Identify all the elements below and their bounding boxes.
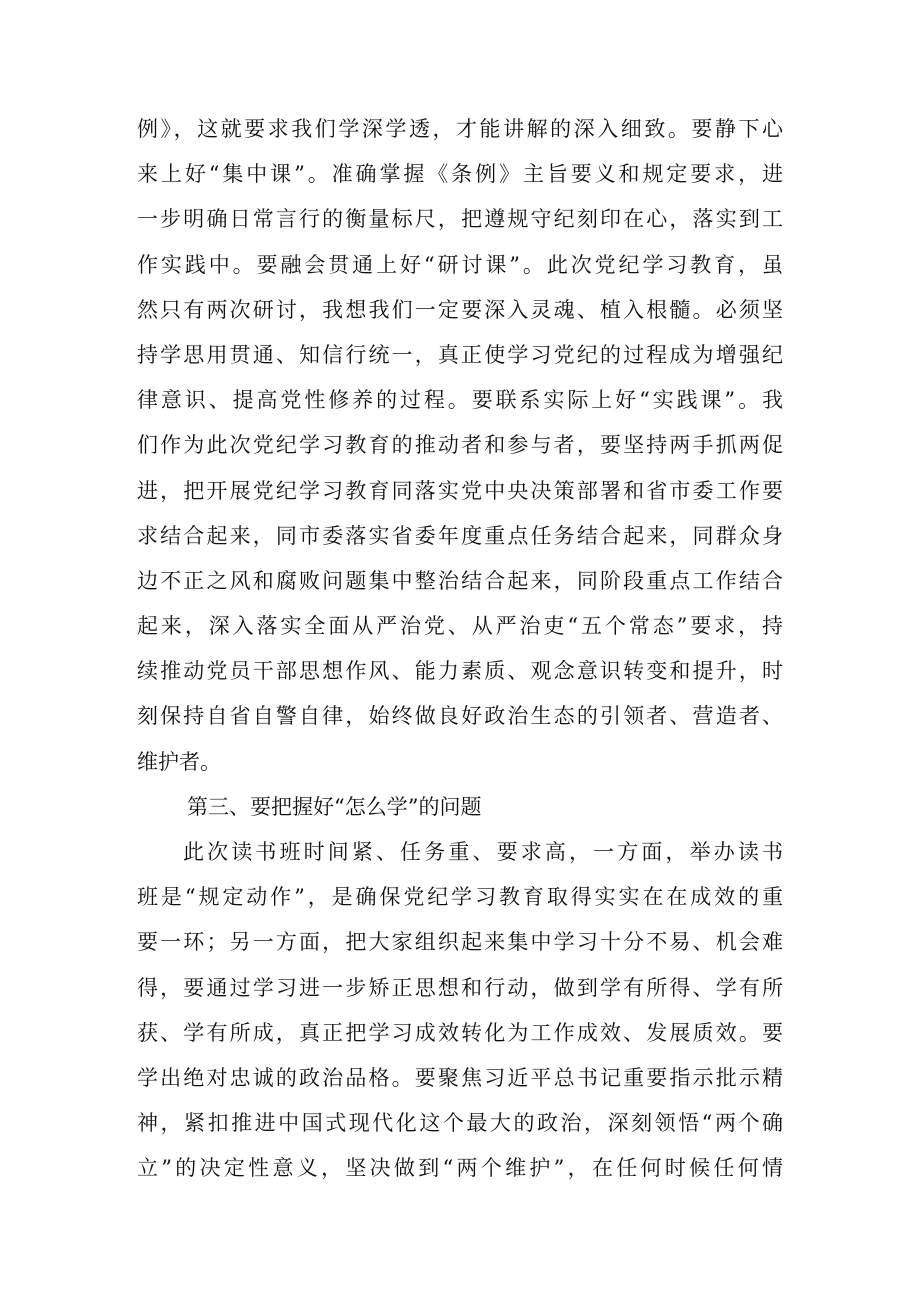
text-line: 们作为此次党纪学习教育的推动者和参与者，要坚持两手抓两促: [137, 433, 783, 458]
paragraph-2: [137, 830, 783, 1192]
text-line: 持学思用贯通、知信行统一，真正使学习党纪的过程成为增强纪: [137, 342, 783, 367]
text-line: 立”的决定性意义，坚决做到“两个维护”，在任何时候任何情: [137, 1156, 783, 1181]
text-line: 起来，深入落实全面从严治党、从严治吏“五个常态”要求，持: [137, 614, 783, 639]
text-line: 此次读书班时间紧、任务重、要求高，一方面，举办读书: [183, 840, 783, 864]
text-line: 求结合起来，同市委落实省委年度重点任务结合起来，同群众身: [137, 523, 783, 548]
text-line: 一步明确日常言行的衡量标尺，把遵规守纪刻印在心，落实到工: [137, 207, 783, 232]
section-heading: 第三、要把握好“怎么学”的问题: [187, 794, 482, 819]
text-line: 得，要通过学习进一步矫正思想和行动，做到学有所得、学有所: [137, 975, 783, 1000]
text-line: 获、学有所成，真正把学习成效转化为工作成效、发展质效。要: [137, 1020, 783, 1045]
text-line: 神，紧扣推进中国式现代化这个最大的政治，深刻领悟“两个确: [137, 1111, 783, 1136]
text-line: 作实践中。要融会贯通上好“研讨课”。此次党纪学习教育，虽: [137, 252, 783, 277]
text-line: 边不正之风和腐败问题集中整治结合起来，同阶段重点工作结合: [137, 568, 783, 593]
text-line: 刻保持自省自警自律，始终做良好政治生态的引领者、营造者、: [137, 704, 783, 729]
text-line: 学出绝对忠诚的政治品格。要聚焦习近平总书记重要指示批示精: [137, 1065, 783, 1090]
text-line: 续推动党员干部思想作风、能力素质、观念意识转变和提升，时: [137, 659, 783, 684]
text-line: 要一环；另一方面，把大家组织起来集中学习十分不易、机会难: [137, 930, 783, 955]
text-line: 进，把开展党纪学习教育同落实党中央决策部署和省市委工作要: [137, 478, 783, 503]
text-line: 然只有两次研讨，我想我们一定要深入灵魂、植入根髓。必须坚: [137, 297, 783, 322]
text-line: 例》，这就要求我们学深学透，才能讲解的深入细致。要静下心: [137, 117, 783, 141]
document-body: [137, 107, 783, 1192]
text-line: 来上好“集中课”。准确掌握《条例》主旨要义和规定要求，进: [137, 162, 783, 187]
text-line: 维护者。: [137, 749, 221, 774]
paragraph-1: [137, 107, 783, 785]
text-line: 班是“规定动作”，是确保党纪学习教育取得实实在在成效的重: [137, 885, 783, 910]
text-line: 律意识、提高党性修养的过程。要联系实际上好“实践课”。我: [137, 388, 783, 413]
